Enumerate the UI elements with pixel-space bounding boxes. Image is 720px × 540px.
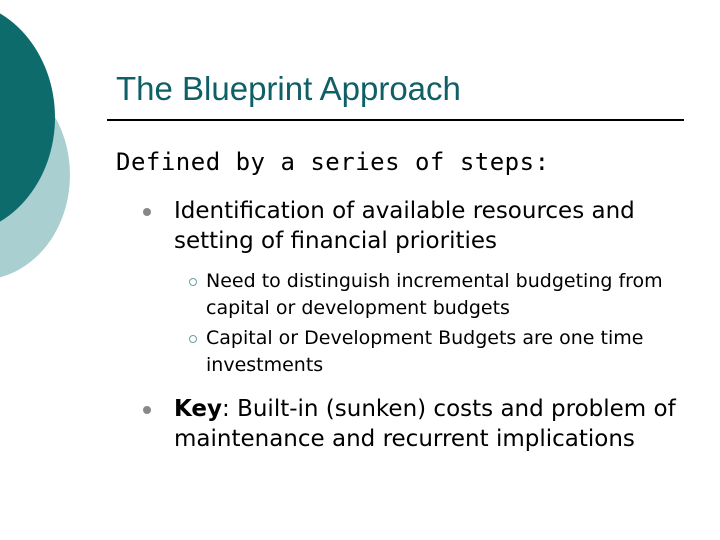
ring-bullet-icon [189,335,197,343]
bullet-item [116,394,696,454]
bullet-text: : Built-in (sunken) costs and problem of maintenance and recurrent implications [174,396,676,452]
bullet-item [116,196,696,256]
decorative-circles [0,0,130,300]
sub-bullet-item [116,268,696,322]
sub-bullet-list [116,268,696,379]
bullet-dot-icon [143,208,151,216]
ring-bullet-icon [189,278,197,286]
sub-bullet-text: Need to distinguish incremental budgeting from capital or development budgets [206,270,663,319]
key-label: Key [174,396,223,422]
slide-title: The Blueprint Approach [116,70,461,107]
sub-bullet-text: Capital or Development Budgets are one time investments [206,327,644,376]
bullet-text: Identification of available resources and setting of financial priorities [174,198,635,254]
slide-body [116,148,696,466]
section-heading: Defined by a series of steps: [116,148,550,176]
sub-bullet-item [116,325,696,379]
title-underline [107,119,684,121]
bullet-dot-icon [143,406,151,414]
